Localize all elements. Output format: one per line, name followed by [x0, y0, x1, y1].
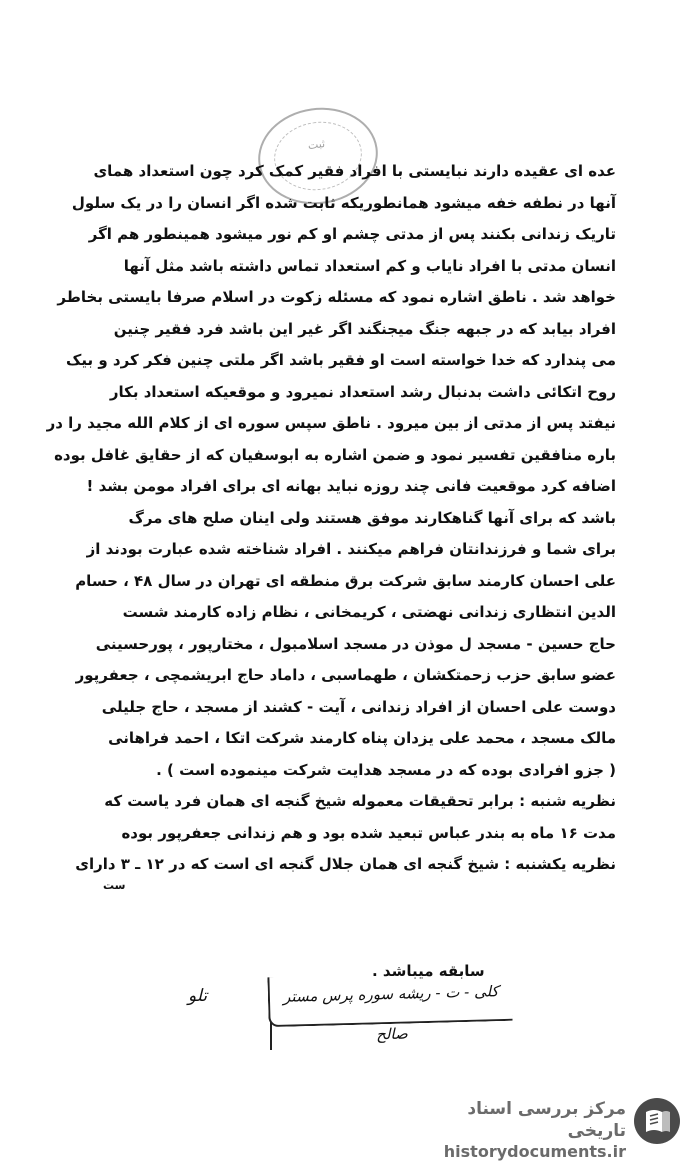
archive-logo-icon [632, 1096, 682, 1146]
body-line: انسان مدتی با افراد نایاب و کم استعداد تماس داشته باشد مثل آنها [123, 256, 616, 275]
watermark-text [420, 1098, 626, 1162]
closing-line: سابقه میباشد . [372, 962, 485, 980]
body-line: باشد که برای آنها گناهکارند موفق هستند ولی اینان صلح های مرگ [128, 508, 616, 527]
body-line: نظریه شنبه : برابر تحقیقات معموله شیخ گنجه ای همان فرد یاست که [104, 792, 616, 810]
body-line: الدین انتظاری زندانی نهضتی ، کریمخانی ، نظام زاده کارمند شست [122, 603, 616, 621]
body-line: مالک مسجد ، محمد علی یزدان پناه کارمند شرکت اتکا ، احمد فراهانی [108, 729, 616, 747]
body-line: می پندارد که خدا خواسته است او فقیر باشد اگر ملتی چنین فکر کرد و بیک [66, 351, 616, 369]
body-line: برای شما و فرزندانتان فراهم میکنند . افراد شناخته شده عبارت بودند از [86, 540, 616, 558]
handwritten-signature: کلی - ت - ریشه سوره پرس مستر صالح [267, 971, 512, 1027]
body-line: دوست علی احسان از افراد زندانی ، آیت - کشند از مسجد ، حاج جلیلی [101, 697, 616, 716]
body-line: اضافه کرد موقعیت فانی چند روزه نباید بهانه ای برای افراد مومن بشد ! [86, 477, 616, 495]
body-line: نظریه یکشنبه : شیخ گنجه ای همان جلال گنجه ای است که در ۱۲ ـ ۳ دارای [75, 855, 616, 873]
body-line: عضو سابق حزب زحمتکشان ، طهماسبی ، داماد حاج ابریشمچی ، جعفرپور [75, 666, 616, 684]
signature-stroke [270, 1022, 282, 1050]
watermark-title: مرکز بررسی اسناد تاریخی [467, 1099, 626, 1141]
body-line: خواهد شد . ناطق اشاره نمود که مسئله زکوت در اسلام صرفا بایستی بخاطر [57, 288, 616, 306]
body-line: نیفتد پس از مدتی از بین میرود . ناطق سپس سوره ای از کلام الله مجید را در [46, 414, 616, 432]
body-line: باره منافقین تفسیر نمود و ضمن اشاره به ابوسفیان که از حقایق غافل بوده [54, 445, 616, 464]
watermark [420, 1094, 682, 1161]
body-line: آنها در نطفه خفه میشود همانطوریکه ثابت شده اگر انسان را در یک سلول [71, 193, 616, 212]
body-line: عده ای عقیده دارند نبایستی با افراد فقیر کمک کرد چون استعداد همای [93, 162, 616, 180]
body-line: تاریک زندانی بکنند پس از مدتی چشم او کم نور میشود همینطور هم اگر [88, 225, 616, 243]
signature-prefix: تلو [188, 986, 208, 1006]
body-line: روح اتکائی داشت بدنبال رشد استعداد نمیرود و موقعیکه استعداد بکار [109, 382, 616, 401]
body-line: افراد بیابد که در جبهه جنگ میجنگند اگر غیر این باشد فرد فقیر چنین [113, 319, 616, 338]
body-line: علی احسان کارمند سابق شرکت برق منطقه ای تهران در سال ۴۸ ، حسام [75, 571, 616, 590]
body-line: مدت ۱۶ ماه به بندر عباس تبعید شده بود و هم زندانی جعفرپور بوده [121, 823, 616, 842]
body-line: ( جزو افرادی بوده که در مسجد هدایت شرکت مینموده است ) . [156, 760, 616, 779]
body-line: حاج حسین - مسجد ل موذن در مسجد اسلامبول ، مختارپور ، پورحسینی [95, 634, 616, 653]
seal-text: ثبت [306, 136, 326, 153]
margin-note: ست [103, 879, 126, 892]
document-body [46, 156, 616, 881]
watermark-url: historydocuments.ir [443, 1142, 626, 1161]
